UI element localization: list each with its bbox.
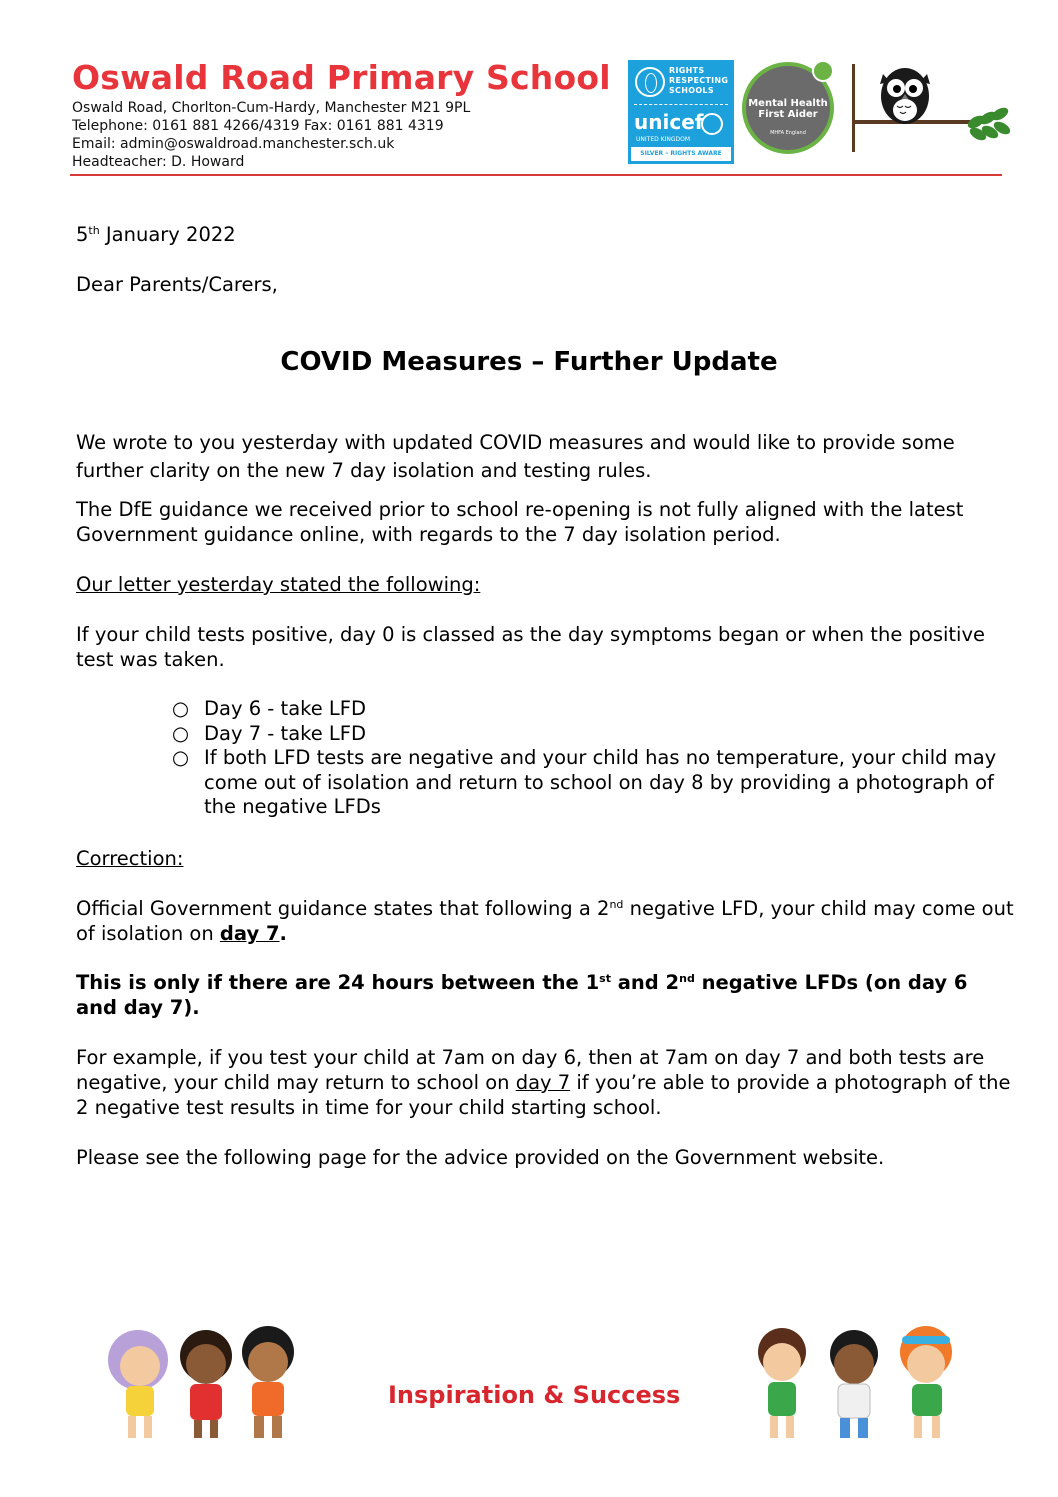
bullet-circle-icon: ○: [172, 697, 190, 720]
mhfa-leaf-icon: [812, 60, 834, 82]
school-name: Oswald Road Primary School: [72, 58, 611, 97]
owl-on-branch-icon: [850, 60, 1010, 160]
school-email: Email: admin@oswaldroad.manchester.sch.uk: [72, 136, 395, 152]
mhfa-badge-logo: [742, 62, 834, 154]
para-3-line-2: test was taken.: [76, 648, 225, 671]
para-2-line-2: Government guidance online, with regards to the 7 day isolation period.: [76, 523, 781, 546]
para-5-line-1: For example, if you test your child at 7am on day 6, then at 7am on day 7 and both tests are: [76, 1046, 985, 1069]
para-4-line-2: of isolation on day 7.: [76, 922, 287, 945]
cartoon-children-right-illustration: [746, 1322, 966, 1446]
unicef-award-label: SILVER – RIGHTS AWARE: [631, 147, 731, 161]
heading-correction: Correction:: [76, 847, 184, 870]
letter-date: 5th January 2022: [76, 223, 236, 246]
rrs-title: RIGHTS RESPECTING SCHOOLS: [669, 66, 729, 95]
para-6: Please see the following page for the advice provided on the Government website.: [76, 1146, 885, 1169]
unicef-wordmark: unicef: [634, 110, 704, 134]
unicef-uk-label: UNITED KINGDOM: [636, 136, 690, 143]
unicef-rights-respecting-logo: [628, 60, 734, 164]
mhfa-title: Mental Health First Aider: [748, 98, 828, 120]
para-1-line-2: further clarity on the new 7 day isolation and testing rules.: [76, 459, 652, 482]
unicef-globe-icon: [701, 113, 723, 135]
school-telephone: Telephone: 0161 881 4266/4319 Fax: 0161 881 4319: [72, 118, 444, 134]
para-2-line-1: The DfE guidance we received prior to school re-opening is not fully aligned with the latest: [76, 498, 964, 521]
para-3-line-1: If your child tests positive, day 0 is classed as the day symptoms began or when the positive: [76, 623, 985, 646]
list-item: ○ If both LFD tests are negative and your child has no temperature, your child may come out of isolation and return to school on day 8 by providing a photograph of the negative LFDs: [172, 746, 997, 818]
unicef-children-icon: [635, 67, 665, 97]
list-item: ○ Day 7 - take LFD: [172, 721, 367, 745]
school-motto: Inspiration & Success: [388, 1381, 681, 1409]
header-divider: [70, 174, 1002, 176]
para-5-line-2: negative, your child may return to school on day 7 if you’re able to provide a photograph of the: [76, 1071, 1011, 1094]
headteacher: Headteacher: D. Howard: [72, 154, 245, 170]
bullet-circle-icon: ○: [172, 746, 190, 769]
cartoon-children-left-illustration: [96, 1322, 312, 1446]
para-1-line-1: We wrote to you yesterday with updated COVID measures and would like to provide some: [76, 431, 955, 454]
bold-condition-line-2: and day 7).: [76, 996, 200, 1019]
list-item: ○ Day 6 - take LFD: [172, 697, 367, 720]
mhfa-sub: MHFA England: [770, 130, 806, 136]
salutation: Dear Parents/Carers,: [76, 273, 278, 296]
school-address: Oswald Road, Chorlton-Cum-Hardy, Manchester M21 9PL: [72, 100, 471, 116]
bullet-circle-icon: ○: [172, 721, 190, 745]
para-5-line-3: 2 negative test results in time for your child starting school.: [76, 1096, 662, 1119]
para-4-line-1: Official Government guidance states that following a 2nd negative LFD, your child may come out: [76, 897, 1014, 920]
heading-previous-letter: Our letter yesterday stated the following:: [76, 573, 481, 596]
letter-title: COVID Measures – Further Update: [280, 347, 778, 377]
isolation-steps-list: [170, 697, 996, 820]
bold-condition-line-1: This is only if there are 24 hours between the 1st and 2nd negative LFDs (on day 6: [76, 971, 968, 994]
